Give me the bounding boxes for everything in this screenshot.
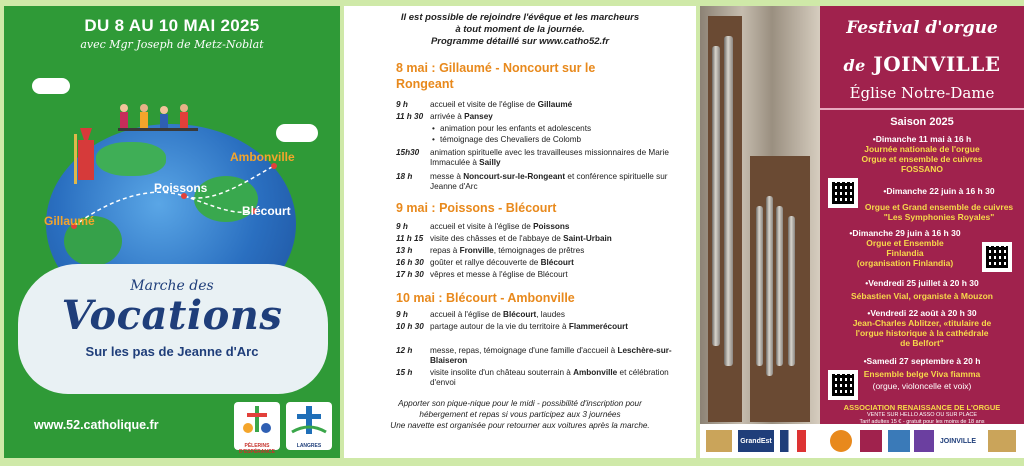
organ-pipe	[788, 216, 795, 366]
festival-title: Festival d'orgue	[846, 18, 998, 38]
festival-church: Église Notre-Dame	[849, 84, 995, 102]
row-desc: accueil à l'église de Blécourt, laudes	[430, 310, 565, 319]
organ-photo	[700, 6, 820, 458]
place-gillaume: Gillaumé	[44, 214, 95, 228]
program-intro	[344, 12, 696, 48]
poster-url[interactable]: www.52.catholique.fr	[34, 418, 159, 432]
pilgrims-illustration	[114, 102, 204, 142]
intro-line: Il est possible de rejoindre l'évêque et les marcheurs	[400, 12, 640, 23]
row-desc: messe à Noncourt-sur-le-Rongeant et conférence spirituelle sur Jeanne d'Arc	[430, 172, 668, 191]
place-blecourt: Blécourt	[242, 204, 291, 218]
organ-pipe	[766, 196, 773, 376]
vocations-poster	[4, 6, 340, 458]
row-time: 18 h	[396, 172, 413, 181]
sponsor-logo	[888, 430, 910, 452]
event-line: de Belfort"	[900, 338, 944, 348]
event-line: Finlandia	[886, 248, 924, 258]
row-desc: accueil et visite à l'église de Poissons	[430, 222, 570, 231]
poster-bishop: avec Mgr Joseph de Metz-Noblat	[80, 38, 264, 51]
row-time: 12 h	[396, 346, 413, 355]
row-desc: visite des châsses et de l'abbaye de Saint-Urbain	[430, 234, 612, 243]
outro-line: Apporter son pique-nique pour le midi - possibilité d'inscription pour	[398, 399, 642, 408]
event-date: •Vendredi 22 août à 20 h 30	[867, 308, 977, 318]
organ-pipe	[712, 46, 720, 346]
event-line: Ensemble belge Viva fiamma	[863, 369, 981, 379]
republique-logo	[780, 430, 806, 452]
event-line: Journée nationale de l'orgue	[864, 144, 980, 154]
program-outro	[344, 398, 696, 431]
poster-marche: Marche des	[130, 278, 214, 294]
organ-pipe	[756, 206, 763, 366]
cross-icon	[234, 402, 280, 438]
event-line: Orgue et ensemble de cuivres	[861, 154, 983, 164]
tarif-line: Tarif adultes 15 € - gratuit pour les moins de 18 ans	[859, 418, 985, 425]
intro-line: à tout moment de la journée.	[455, 24, 585, 35]
association-name: ASSOCIATION RENAISSANCE DE L'ORGUE	[843, 403, 1001, 412]
row-time: 9 h	[396, 310, 408, 319]
event-item	[820, 134, 1024, 174]
event-item	[820, 186, 1024, 222]
row-time: 16 h 30	[396, 258, 424, 267]
event-date: •Dimanche 22 juin à 16 h 30	[883, 186, 995, 196]
sponsor-logo	[988, 430, 1016, 452]
event-line: "Les Symphonies Royales"	[883, 212, 995, 222]
event-line: (orgue, violoncelle et voix)	[872, 381, 972, 391]
poster-title: Vocations	[61, 292, 283, 339]
day2-title: 9 mai : Poissons - Blécourt	[396, 201, 557, 215]
sponsor-logos	[700, 424, 1024, 458]
row-desc: repas à Fronville, témoignages de prêtres	[430, 246, 585, 255]
row-desc: vêpres et messe à l'église de Blécourt	[430, 270, 568, 279]
organ-pipe	[724, 36, 733, 366]
row-time: 15 h	[396, 368, 413, 377]
logo2-text: LANGRES	[296, 443, 322, 449]
divider	[820, 108, 1024, 110]
event-line: Sébastien Vial, organiste à Mouzon	[850, 291, 993, 301]
cloud-icon	[276, 124, 318, 142]
row-desc: arrivée à Pansey	[430, 112, 493, 121]
event-line: Orgue et Ensemble	[866, 238, 944, 248]
sponsor-logo	[860, 430, 882, 452]
diocese-cross-icon	[286, 402, 332, 438]
organ-festival-poster	[700, 6, 1024, 458]
sponsor-logo	[830, 430, 852, 452]
day1-title: 8 mai : Gillaumé - Noncourt sur le Rongeant	[396, 61, 596, 91]
row-time: 11 h 30	[396, 112, 424, 121]
row-time: 9 h	[396, 222, 408, 231]
festival-season: Saison 2025	[890, 116, 954, 128]
program-panel	[344, 6, 696, 458]
event-date: •Dimanche 11 mai à 16 h	[872, 134, 972, 144]
row-desc: messe, repas, témoignage d'une famille d'accueil à Leschère-sur-Blaiseron	[430, 346, 672, 365]
row-desc: goûter et rallye découverte de Blécourt	[430, 258, 574, 267]
row-desc: animation spirituelle avec les travailleuses missionnaires de Marie Immaculée à Sailly	[430, 148, 669, 167]
poster-subtitle: Sur les pas de Jeanne d'Arc	[85, 344, 259, 359]
cloud-icon	[32, 78, 70, 94]
title-city: JOINVILLE	[873, 52, 1001, 76]
sponsor-logo	[914, 430, 934, 452]
outro-line: hébergement et repas si vous participez aux 3 journées	[419, 410, 621, 419]
grandest-logo: GrandEst	[738, 430, 774, 452]
event-line: (organisation Finlandia)	[856, 258, 954, 268]
sponsor-logo	[706, 430, 732, 452]
row-time: 10 h 30	[396, 322, 424, 331]
event-line: Orgue et Grand ensemble de cuivres	[864, 202, 1014, 212]
event-line: FOSSANO	[900, 164, 944, 174]
event-item	[820, 308, 1024, 348]
row-time: 13 h	[396, 246, 413, 255]
bullet-item: • animation pour les enfants et adolescents	[440, 124, 591, 134]
tarif-line: VENTE SUR HELLO ASSO OU SUR PLACE	[866, 412, 978, 418]
row-time: 9 h	[396, 100, 408, 109]
organ-pipe	[776, 206, 783, 366]
event-item	[820, 356, 1024, 391]
row-time: 11 h 15	[396, 234, 424, 243]
row-time: 17 h 30	[396, 270, 424, 279]
place-poissons: Poissons	[154, 181, 208, 195]
event-line: l'orgue historique à la cathédrale	[855, 328, 989, 338]
festival-city	[820, 52, 1024, 76]
event-date: •Vendredi 25 juillet à 20 h 30	[865, 278, 979, 288]
pelerins-logo	[234, 402, 280, 455]
intro-line: Programme détaillé sur www.catho52.fr	[430, 36, 610, 47]
place-ambonville: Ambonville	[230, 150, 295, 164]
poster-date: DU 8 AU 10 MAI 2025	[84, 16, 260, 35]
row-desc: partage autour de la vie du territoire à Flammerécourt	[430, 322, 628, 331]
event-item	[820, 278, 1024, 301]
joinville-logo: JOINVILLE	[939, 437, 977, 445]
langres-logo	[286, 402, 332, 450]
row-time: 15h30	[396, 148, 420, 157]
outro-line: Une navette est organisée pour retourner aux voitures après la marche.	[390, 421, 650, 430]
title-de: de	[843, 56, 866, 75]
event-date: •Samedi 27 septembre à 20 h	[863, 356, 981, 366]
festival-panel	[820, 6, 1024, 458]
event-line: Jean-Charles Ablitzer, «titulaire de	[852, 318, 992, 328]
day3-title: 10 mai : Blécourt - Ambonville	[396, 291, 575, 305]
row-desc: visite insolite d'un château souterrain à Ambonville et célébration d'envoi	[430, 368, 669, 387]
logo1-text: PÈLERINS D'ESPÉRANCE	[239, 443, 275, 455]
bullet-item: • témoignage des Chevaliers de Colomb	[440, 135, 581, 145]
row-desc: accueil et visite de l'église de Gillaumé	[430, 100, 573, 109]
event-date: •Dimanche 29 juin à 16 h 30	[849, 228, 961, 238]
qr-code-icon[interactable]	[982, 242, 1012, 272]
